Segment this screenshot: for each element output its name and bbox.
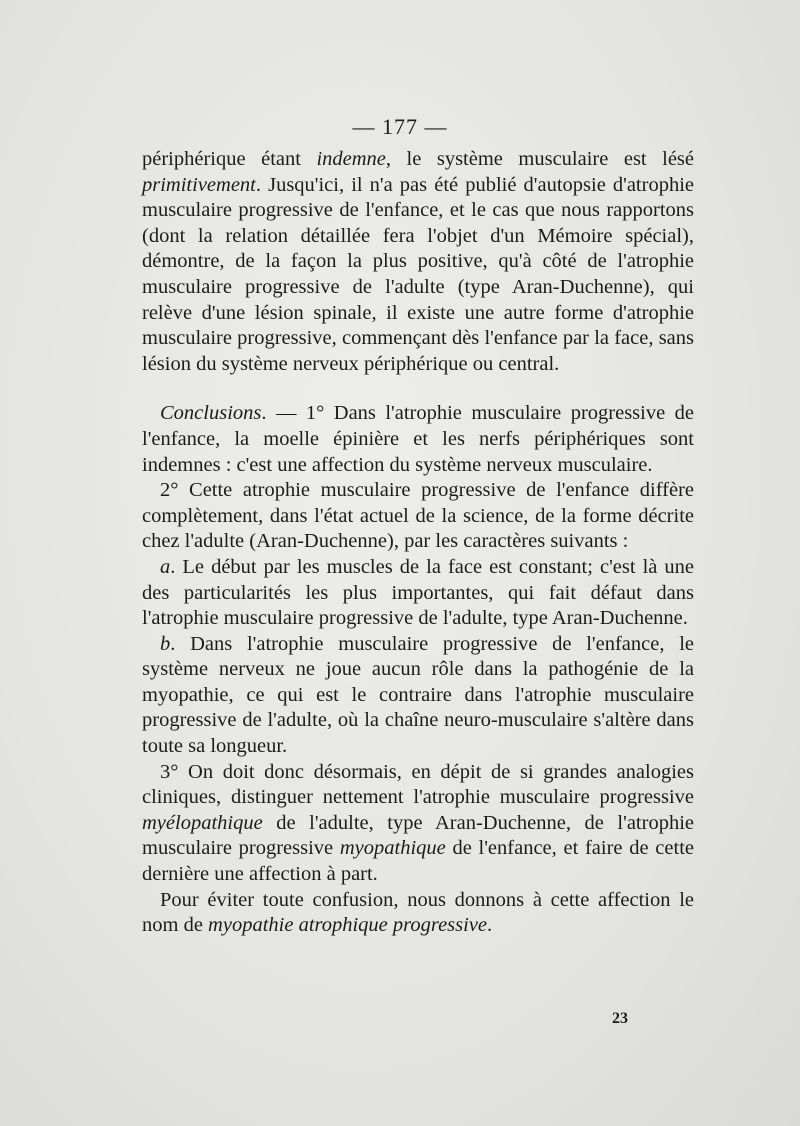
paragraph-item-b [142, 632, 694, 760]
conclusion-3-emphasis-myopathique: myopathique [339, 837, 446, 860]
conclusion-3-text-b: de l'adulte, type Aran-Duchenne, de l'atrophie musculaire progressive [142, 811, 694, 860]
paragraph-conclusion-3 [142, 760, 694, 888]
item-b-letter: b [160, 632, 171, 655]
final-text-b: . [487, 914, 493, 937]
conclusion-1-text: . — 1° Dans l'atrophie musculaire progressive de l'enfance, la moelle épinière et les nerfs périphériques sont indemnes : c'est une affection du système nerveux musculaire. [142, 402, 694, 476]
conclusion-3-text-a: 3° On doit donc désormais, en dépit de si grandes analogies cliniques, distinguer nettement l'atrophie musculaire progressive [142, 760, 694, 809]
paragraph-1-text-c: . Jusqu'ici, il n'a pas été publié d'autopsie d'atrophie musculaire progressive de l'enfance, et le cas que nous rapportons (dont la relation détaillée fera l'objet d'un Mémoire spécial), démontre, de la façon la plus positive, qu'à côté de l'atrophie musculaire progressive de l'adulte (type Aran-Duchenne), qui relève d'une lésion spinale, il existe une autre forme d'atrophie musculaire progressive, commençant dès l'enfance par la face, sans lésion du système nerveux périphérique ou central. [142, 173, 694, 375]
conclusion-3-emphasis-myelopathique: myélopathique [142, 811, 263, 834]
item-a-text: . Le début par les muscles de la face est constant; c'est là une des particularités les plus importantes, qui fait défaut dans l'atrophie musculaire progressive de l'adulte, type Aran-Duchenne. [142, 555, 694, 630]
conclusion-3-text-c: de l'enfance, et faire de cette dernière une affection à part. [142, 837, 694, 886]
final-text-a: Pour éviter toute confusion, nous donnons à cette affection le nom de [142, 888, 694, 937]
conclusion-2-text: 2° Cette atrophie musculaire progressive de l'enfance diffère complètement, dans l'état actuel de la science, de la forme décrite chez l'adulte (Aran-Duchenne), par les caractères suivants : [142, 479, 694, 553]
paragraph-1 [142, 147, 694, 377]
signature-mark: 23 [612, 1010, 628, 1027]
paragraph-1-emphasis-indemne: indemne [316, 148, 386, 170]
conclusions-heading: Conclusions [160, 402, 262, 425]
paragraph-1-text-a: périphérique étant [142, 148, 317, 170]
paragraph-conclusions [142, 401, 694, 478]
body-text [142, 147, 694, 939]
final-emphasis-disease-name: myopathie atrophique progressive [208, 914, 488, 937]
item-a-letter: a [160, 555, 171, 578]
paragraph-conclusion-2 [142, 478, 694, 555]
item-b-text: . Dans l'atrophie musculaire progressive de l'enfance, le système nerveux ne joue aucun rôle dans la pathogénie de la myopathie, ce qui est le contraire dans l'atrophie musculaire progressive de l'adulte, où la chaîne neuro-musculaire s'altère dans toute sa longueur. [142, 632, 694, 758]
paragraph-1-text-b: , le système musculaire est lésé [385, 148, 694, 170]
paragraph-final [142, 888, 694, 939]
paragraph-1-emphasis-primitivement: primitivement [142, 173, 256, 196]
paragraph-item-a [142, 555, 694, 632]
page-number: — 177 — [352, 114, 448, 139]
